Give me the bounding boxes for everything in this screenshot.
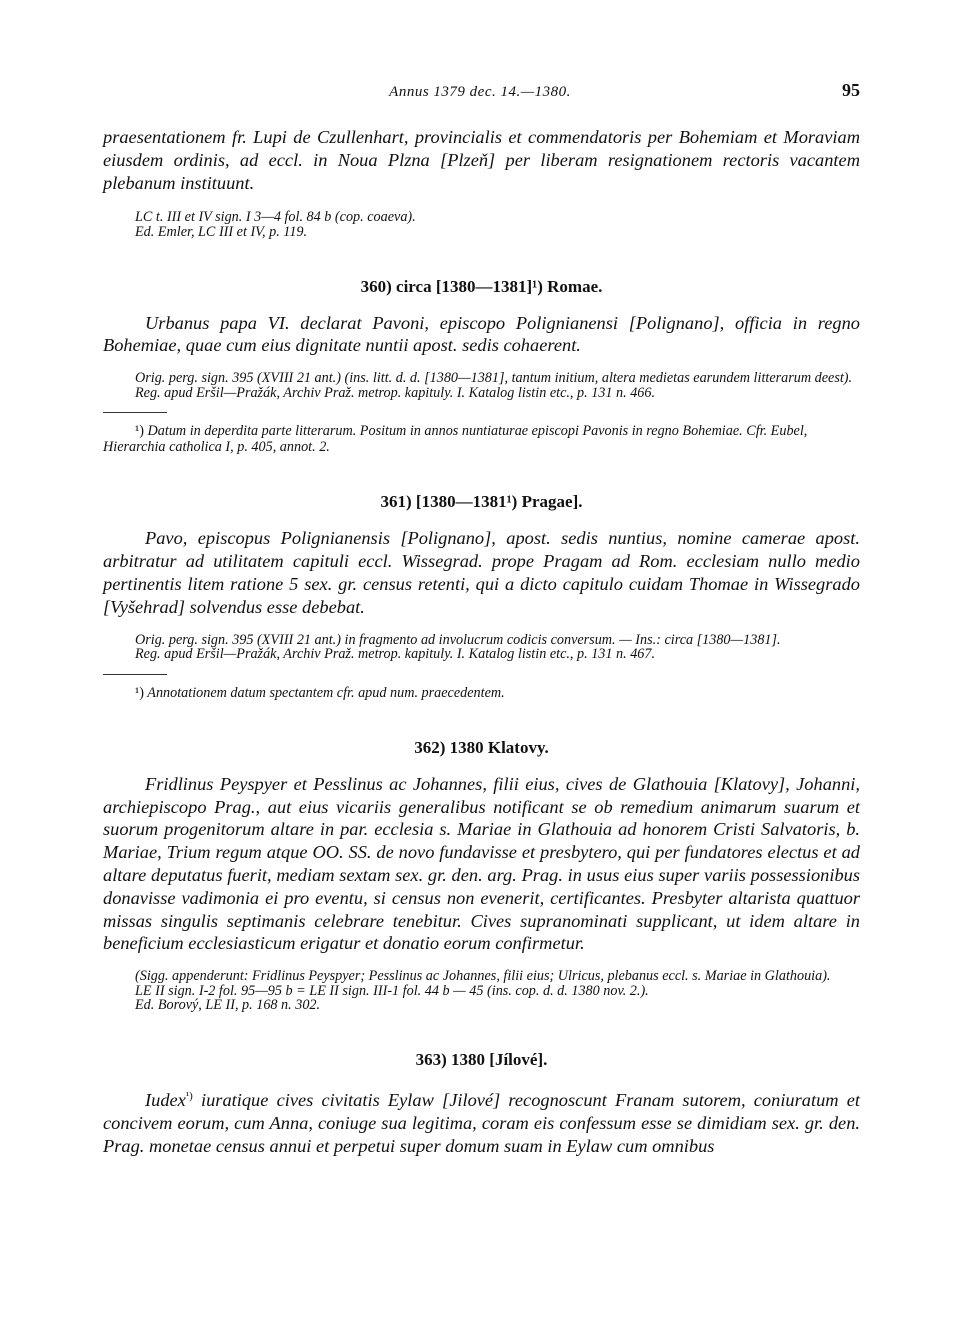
source-line: Ed. Borový, LE II, p. 168 n. 302. (135, 997, 321, 1014)
entry-361-heading: 361) [1380—1381¹) Pragae]. (380, 492, 583, 512)
source-line: Orig. perg. sign. 395 (XVIII 21 ant.) in fragmento ad involucrum codicis conversum. — Ins.: circa [1380—1381]. (135, 631, 781, 648)
entry-360-footnote (103, 423, 860, 455)
source-line: Reg. apud Eršil—Pražák, Archiv Praž. metrop. kapituly. I. Katalog listin etc., p. 131 n. 467. (135, 646, 656, 663)
running-title: Annus 1379 dec. 14.—1380. (389, 84, 571, 100)
entry-362-text: Fridlinus Peyspyer et Pesslinus ac Johannes, filii eius, cives de Glathouia [Klatovy], Johanni, archiepiscopo Prag., aut eius vicariis generalibus notificant se ob remedium animarum suarum et suorum progenitorum altare in par. ecclesia s. Mariae in Glathouia ad honorem Cristi Salvatoris, b. Mariae, Trium regum atque OO. SS. de novo fundavisse et presbytero, qui per fundatores electus et ad altare deputatus fuerit, mediam sextam sex. gr. den. arg. Prag. in usus eius super variis possessionibus donavisse vadimonia ei pro eventu, si census non evenerit, certificantes. Presbyter altarista quattuor missas singulis septimanis celebrare tenebitur. Cives supranominati supplicant, ut idem altare in beneficium ecclesiasticum erigatur et donatio eorum confirmetur. (103, 773, 860, 954)
entry-362-sources (103, 969, 860, 1013)
footnote-reference: ¹) (185, 1089, 193, 1102)
source-line: Reg. apud Eršil—Pražák, Archiv Praž. metrop. kapituly. I. Katalog listin etc., p. 131 n. 466. (135, 384, 656, 401)
source-line: Ed. Emler, LC III et IV, p. 119. (135, 223, 308, 240)
entry-360-text: Urbanus papa VI. declarat Pavoni, episcopo Polignianensi [Polignano], officia in regno Bohemiae, quae cum eius dignitate nuntii apost. sedis cohaerent. (103, 312, 860, 356)
page-content (103, 126, 860, 1157)
footnote-rule (103, 412, 167, 413)
footnote-mark: ¹) (135, 423, 144, 440)
paragraph-start: Iudex (145, 1090, 186, 1111)
entry-362-heading: 362) 1380 Klatovy. (414, 737, 549, 757)
entry-361-footnote (103, 685, 860, 701)
entry-363-heading: 363) 1380 [Jílové]. (415, 1049, 548, 1069)
footnote-text: Annotationem datum spectantem cfr. apud num. praecedentem. (147, 684, 505, 701)
source-line: LC t. III et IV sign. I 3—4 fol. 84 b (cop. coaeva). (135, 209, 416, 226)
footnote-rule (103, 674, 167, 675)
entry-359-sources (103, 210, 860, 239)
entry-359-text: praesentationem fr. Lupi de Czullenhart, provincialis et commendatoris per Bohemiam et Moraviam eiusdem ordinis, ad eccl. in Noua Plzna [Plzeň] per liberam resignationem rectoris vacantem plebanum instituunt. (103, 127, 860, 193)
entry-360-sources (103, 371, 860, 400)
paragraph-rest: iuratique cives civitatis Eylaw [Jilové] recognoscunt Franam sutorem, coniuratum et concivem eorum, cum Anna, coniuge sua legitima, coram eis confessum esse se dimidiam sex. gr. den. Prag. monetae census annui et perpetui super domum suam in Eylaw cum omnibus (103, 1090, 860, 1156)
footnote-mark: ¹) (135, 684, 144, 701)
entry-361-sources (103, 633, 860, 662)
entry-363-text (103, 1085, 860, 1158)
entry-360-heading: 360) circa [1380—1381]¹) Romae. (360, 276, 603, 296)
page-header (0, 80, 960, 108)
entry-361-text: Pavo, episcopus Polignianensis [Polignano], apost. sedis nuntius, nomine camerae apost. arbitratur ad utilitatem capituli eccl. Wissegrad. prope Pragam ad Rom. ecclesiam nullo medio pertinentis litem ratione 5 sex. gr. census retenti, qui a dicto capitulo cuidam Thomae in Wissegrado [Vyšehrad] solvendus esse debebat. (103, 528, 860, 617)
footnote-text: Datum in deperdita parte litterarum. Positum in annos nuntiaturae episcopi Pavonis in regno Bohemiae. Cfr. Eubel, Hierarchia catholica I, p. 405, annot. 2. (103, 423, 808, 456)
source-line: (Sigg. appenderunt: Fridlinus Peyspyer; Pesslinus ac Johannes, filii eius; Ulricus, plebanus eccl. s. Mariae in Glathouia). (135, 968, 831, 985)
page-number: 95 (842, 80, 860, 100)
source-line: LE II sign. I-2 fol. 95—95 b = LE II sign. III-1 fol. 44 b — 45 (ins. cop. d. d. 1380 nov. 2.). (135, 982, 649, 999)
source-line: Orig. perg. sign. 395 (XVIII 21 ant.) (ins. litt. d. d. [1380—1381], tantum initium, altera medietas earundem litterarum deest). (135, 370, 853, 387)
